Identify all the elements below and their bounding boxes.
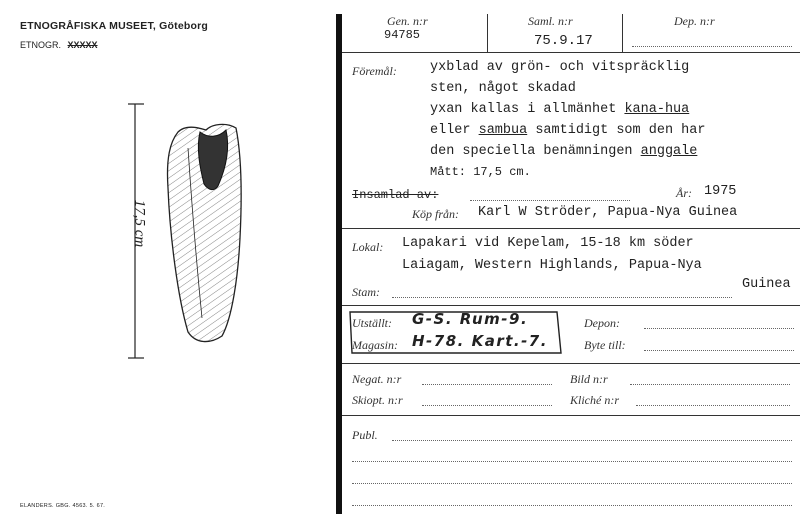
- foremal-line-2: [430, 81, 576, 96]
- etnogr-line: [20, 40, 98, 50]
- gen-label: Gen. n:r: [387, 14, 428, 28]
- measurement-label: 17,5 cm: [131, 199, 148, 248]
- negat-dots: [422, 384, 552, 385]
- depon-label: Depon:: [584, 316, 620, 330]
- museum-name-text: ETNOGRÅFISKA MUSEET,: [20, 20, 157, 32]
- dep-label: Dep. n:r: [674, 14, 715, 28]
- stam-label: Stam:: [352, 285, 380, 299]
- foremal-line-1: [430, 60, 689, 75]
- publ-dots-3: [352, 483, 792, 484]
- foremal-line-part: samtidigt som den har: [527, 123, 706, 138]
- bild-dots: [630, 384, 790, 385]
- kop-label: Köp från:: [412, 207, 460, 221]
- ar-value: 1975: [704, 184, 737, 199]
- saml-label: Saml. n:r: [528, 14, 573, 28]
- card-divider: [336, 14, 342, 514]
- publ-dots-4: [352, 505, 792, 506]
- foremal-line-part: anggale: [640, 144, 698, 159]
- rule-lokal: [342, 228, 800, 229]
- printer-imprint: ELANDERS. GBG. 4563. 5. 67.: [20, 503, 106, 509]
- depon-dots: [644, 328, 794, 329]
- etnogr-label: ETNOGR.: [20, 40, 62, 50]
- skiopt-dots: [422, 405, 552, 406]
- gen-value: 94785: [384, 28, 421, 42]
- foremal-line-part: yxan kallas i allmänhet: [430, 102, 625, 117]
- foremal-line-part: sambua: [478, 123, 528, 138]
- publ-dots-1: [392, 440, 792, 441]
- foremal-label: Föremål:: [352, 64, 397, 78]
- cliche-label: Kliché n:r: [570, 393, 619, 407]
- dep-dots: [632, 46, 792, 47]
- foremal-line-3: [430, 102, 689, 117]
- lokal-line1: Lapakari vid Kepelam, 15-18 km söder: [402, 236, 694, 251]
- struck-dots: [470, 200, 630, 201]
- foremal-line-part: yxblad av grön- och vitspräcklig: [430, 60, 690, 75]
- bild-label: Bild n:r: [570, 372, 608, 386]
- header-sep-2: [622, 14, 623, 52]
- rule-publ: [342, 415, 800, 416]
- magasin-label: Magasin:: [352, 338, 398, 352]
- foremal-line-part: den speciella benämningen: [430, 144, 641, 159]
- stam-dots: [392, 297, 732, 298]
- utstallt-value: G-S. Rum-9.: [412, 310, 529, 328]
- museum-city: Göteborg: [159, 20, 209, 32]
- kop-value: Karl W Ströder, Papua-Nya Guinea: [478, 205, 738, 220]
- byte-dots: [644, 350, 794, 351]
- etnogr-struck: XXXXX: [67, 40, 98, 50]
- lokal-label: Lokal:: [352, 240, 384, 254]
- axe-blade-drawing: [160, 118, 245, 348]
- publ-label: Publ.: [352, 428, 378, 442]
- negat-label: Negat. n:r: [352, 372, 402, 386]
- saml-value: 75.9.17: [534, 33, 593, 49]
- foremal-line-part: sten, något skadad: [430, 81, 576, 96]
- rule-negat: [342, 363, 800, 364]
- byte-label: Byte till:: [584, 338, 626, 352]
- foremal-line-4: [430, 123, 705, 138]
- matt-value: Mått: 17,5 cm.: [430, 165, 531, 179]
- header-sep-1: [487, 14, 488, 52]
- struck-label: Insamlad av:: [352, 188, 439, 202]
- cliche-dots: [636, 405, 790, 406]
- foremal-line-5: [430, 144, 697, 159]
- lokal-line2: Laiagam, Western Highlands, Papua-Nya: [402, 258, 702, 273]
- ar-label: År:: [676, 186, 692, 200]
- skiopt-label: Skiopt. n:r: [352, 393, 403, 407]
- publ-dots-2: [352, 461, 792, 462]
- foremal-line-part: eller: [430, 123, 479, 138]
- foremal-line-part: kana-hua: [624, 102, 690, 117]
- magasin-value: H-78. Kart.-7.: [412, 332, 548, 350]
- lokal-line3: Guinea: [742, 277, 791, 292]
- utstallt-label: Utställt:: [352, 316, 393, 330]
- rule-utstallt: [342, 305, 800, 306]
- museum-name: [20, 20, 208, 32]
- header-rule: [342, 52, 800, 53]
